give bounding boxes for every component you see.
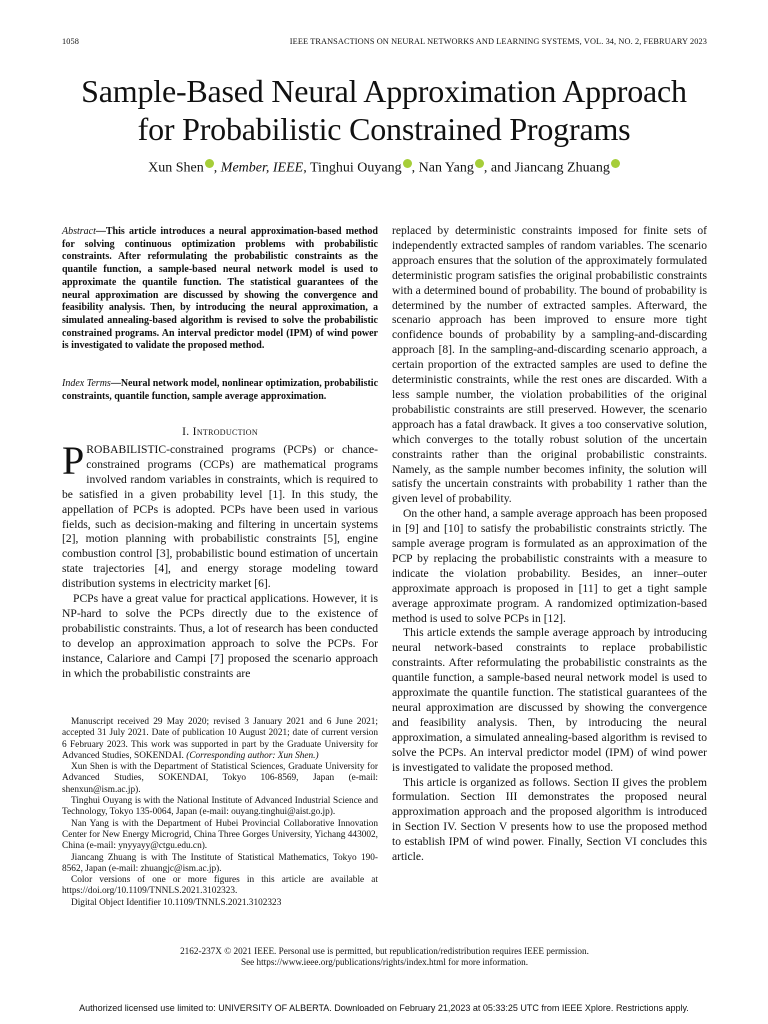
footnote: Tinghui Ouyang is with the National Institute of Advanced Industrial Science and Technology, Tokyo 135-0064, Japan (e-mail: ouyang.tinghui@aist.go.jp).: [62, 796, 378, 818]
abstract: Abstract—This article introduces a neural approximation-based method for solving continuous optimization problems with probabilistic constraints. After reformulating the probabilistic constraints as the quantile function, a sample-based neural network model is used to approximate the quantile function. The statistical guarantees of the neural approximation are discussed by showing the convergence and feasibility analysis. Then, by introducing the neural approximation, a simulated annealing-based algorithm is revised to solve the probabilistic constrained programs. An interval predictor model (IPM) of wind power is investigated to validate the proposed method.: [62, 226, 378, 352]
journal-name: IEEE TRANSACTIONS ON NEURAL NETWORKS AND LEARNING SYSTEMS, VOL. 34, NO. 2, FEBRUARY 2023: [289, 37, 707, 46]
body-paragraph: This article extends the sample average approach by introducing neural network-based constraints to replace probabilistic constraints. After reformulating the probabilistic constraints as the quantile function, a sample-based neural network model is used to approximate the quantile function. The statistical guarantees of the neural approximation are discussed by showing the convergence and feasibility analysis. Then, by introducing the neural approximation, a simulated annealing-based algorithm is revised to solve the PCPs. An interval predictor model (IPM) of wind power is investigated to validate the proposed method.: [392, 626, 707, 774]
corresponding-author: (Corresponding author: Xun Shen.): [186, 750, 319, 761]
section-title: Introduction: [192, 425, 258, 438]
footnote: Nan Yang is with the Department of Hubei Provincial Collaborative Innovation Center for New Energy Microgrid, China Three Gorges University, Yichang 443002, China (e-mail: ynyyayy@ctgu.edu.cn).: [62, 818, 378, 852]
section-heading: [62, 425, 378, 438]
intro-lead: ROBABILISTIC: [86, 443, 167, 456]
page-number: 1058: [62, 37, 79, 46]
index-terms-label: Index Terms: [62, 378, 111, 389]
footnote: Manuscript received 29 May 2020; revised 3 January 2021 and 6 June 2021; accepted 31 July 2021. Date of publication 10 August 2021; date of current version 6 February 2023. This work was supported in part by the Graduate University for Advanced Studies, SOKENDAI. (Corresponding author: Xun Shen.): [62, 717, 378, 761]
orcid-icon[interactable]: [475, 159, 484, 168]
index-terms: Index Terms—Neural network model, nonlinear optimization, probabilistic constraints, quantile function, sample average approximation.: [62, 378, 379, 402]
footnote: Digital Object Identifier 10.1109/TNNLS.2021.3102323: [71, 897, 282, 908]
title-line-1: Sample-Based Neural Approximation Approach: [81, 73, 687, 109]
drop-cap: P: [62, 438, 85, 483]
author-name: Tinghui Ouyang: [309, 160, 402, 176]
license-footer: Authorized licensed use limited to: UNIVERSITY OF ALBERTA. Downloaded on February 21,2023 at 05:33:25 UTC from IEEE Xplore. Restrictions apply.: [79, 1003, 689, 1013]
paper-title: [40, 72, 728, 148]
author-list: Xun Shen , Member, IEEE, Tinghui Ouyang , Nan Yang , and Jiancang Zhuang: [40, 157, 728, 177]
orcid-icon[interactable]: [403, 159, 412, 168]
section-number: I.: [182, 425, 190, 438]
footnote: Color versions of one or more figures in this article are available at https://doi.org/10.1109/TNNLS.2021.3102323.: [62, 875, 378, 897]
right-column: [392, 224, 707, 865]
orcid-icon[interactable]: [611, 159, 620, 168]
abstract-label: Abstract: [62, 226, 96, 237]
footnotes: [62, 717, 378, 909]
author-name: Xun Shen: [148, 160, 204, 176]
author-name: Nan Yang: [418, 160, 474, 176]
author-name: Jiancang Zhuang: [514, 160, 610, 176]
copyright-notice: [62, 946, 707, 969]
index-terms-text: Neural network model, nonlinear optimization, probabilistic constraints, quantile function, sample average approximation.: [62, 378, 379, 402]
intro-text: -constrained programs (PCPs) or chance-constrained programs (CCPs) are mathematical programs involved random variables in constraints, which is required to be satisfied in a given probability level [1]. In this study, the appellation of PCPs is adopted. PCPs have been used in various fields, such as decision-making and filtering in uncertain systems [2], motion planning with probabilistic constraints [5], engine combustion control [3], probabilistic bound estimation of uncertain state trajectories [4], and energy storage modeling toward distribution systems in electricity market [6].: [62, 443, 378, 591]
running-header: [62, 37, 707, 51]
introduction-left: [62, 438, 378, 682]
body-paragraph: replaced by deterministic constraints imposed for finite sets of independently extracted samples of random variables. The scenario approach ensures that the solution of the approximately formulated deterministic program satisfies the original probabilistic constraints with a determined bound of probability. The bound of probability is determined by the number of extracted samples. Afterward, the scenario approach has been improved to ensure more tight confidence bounds of probability by a sampling-and-discarding approach [8]. In the sampling-and-discarding scenario approach, a certain proportion of the extracted samples are used to define the deterministic constraints, while the rest ones are discarded. With a less sample number, the violation probabilities of the original probabilistic constraints are still preserved. However, the scenario approach has a fatal drawback. It gives a too conservative solution, which converges to the totally robust solution of the uncertain constraints rather than the original probabilistic constraints. Namely, as the sample number becomes infinity, the solution will satisfy the uncertain constraints with probability 1 rather than the given level of probability.: [392, 224, 707, 506]
footnote: Xun Shen is with the Department of Statistical Sciences, Graduate University for Advanced Studies, SOKENDAI, Tokyo 106-8569, Japan (e-mail: shenxun@ism.ac.jp).: [62, 762, 378, 795]
author-role: Member, IEEE: [220, 160, 304, 176]
title-line-2: for Probabilistic Constrained Programs: [137, 111, 631, 147]
intro-paragraph: [62, 438, 378, 592]
rights-link[interactable]: See https://www.ieee.org/publications/rights/index.html for more information.: [240, 957, 529, 968]
body-paragraph: This article is organized as follows. Section II gives the problem formulation. Section III demonstrates the proposed neural approximation approach and the proposed algorithm is introduced in Section IV. Section V presents how to use the proposed method to establish IPM of wind power. Finally, Section VI concludes this article.: [392, 775, 707, 864]
intro-paragraph: PCPs have a great value for practical applications. However, it is NP-hard to solve the PCPs directly due to the existence of probabilistic constraints. Thus, a lot of research has been conducted to develop an approximation approach to solve the PCPs. For instance, Calariore and Campi [7] proposed the scenario approach in which the probabilistic constraints are: [62, 592, 378, 680]
copyright-line: 2162-237X © 2021 IEEE. Personal use is permitted, but republication/redistribution requires IEEE permission.: [180, 946, 589, 956]
abstract-text: This article introduces a neural approximation-based method for solving continuous optimization problems with probabilistic constraints. After reformulating the probabilistic constraints as the quantile function, a sample-based neural network model is used to approximate the quantile function. The statistical guarantees of the neural approximation are discussed by showing the convergence and feasibility analysis. Then, by introducing the neural approximation, a simulated annealing-based algorithm is revised to solve the probabilistic constrained programs. An interval predictor model (IPM) of wind power is investigated to validate the proposed method.: [62, 226, 378, 352]
author-conjunction: and: [490, 160, 512, 176]
orcid-icon[interactable]: [205, 159, 214, 168]
body-paragraph: On the other hand, a sample average approach has been proposed in [9] and [10] to satisfy the probabilistic constraints strictly. The sample average program is formulated as an approximation of the PCP by replacing the probabilistic constraints with a measure to indicate the violation probability. Besides, an inner–outer approximate approach is proposed in [11] to get a tight sample average approximate program. A randomized optimization-based method is used to solve PCPs in [12].: [392, 507, 707, 625]
footnote: Jiancang Zhuang is with The Institute of Statistical Mathematics, Tokyo 190-8562, Japan (e-mail: zhuangjc@ism.ac.jp).: [62, 852, 378, 874]
